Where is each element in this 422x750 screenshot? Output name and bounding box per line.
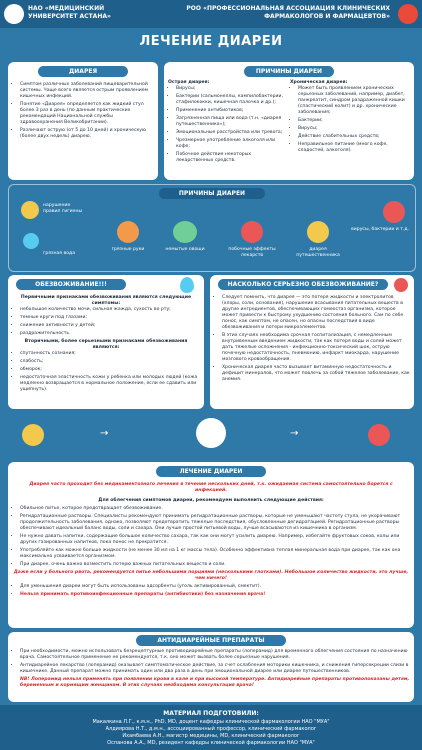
antidiarrheal-text [12,649,410,689]
medicine-icon [368,424,390,446]
diarrhea-heading: ДИАРЕЯ [38,66,128,77]
chronic-item: • Вирусы; [298,126,410,132]
antidiarrheal-warning: NB! Лоперамид нельзя применять при появлении крови в кале и при высокой температуре. Антидиарейные препараты противопоказаны детям, беременным и кормящим женщинам. В этих случаях необходима консультация врача! [20,677,410,688]
chronic-causes [290,80,410,156]
secondary-sign: • обморок; [20,367,200,373]
acute-title: Острая диарея: [168,80,210,85]
treatment-heading: ЛЕЧЕНИЕ ДИАРЕИ [156,466,266,477]
author-line: Макалкина Л.Г., к.м.н., PhD, MD, доцент кафедры клинической фармакологии НАО "МУА" [92,719,330,725]
acute-item: • Бактерии (сальмонеллы, кампилобактерии, стафилококки, кишечная палочка и др.); [176,94,286,106]
causes-icons-heading: ПРИЧИНЫ ДИАРЕИ [159,188,265,199]
primary-signs-title: Первичными признаками обезвоживания являются следующие симптомы: [20,295,192,306]
acute-causes [168,80,286,166]
left-org-name: НАО «МЕДИЦИНСКИЙ УНИВЕРСИТЕТ АСТАНА» [28,5,111,20]
secondary-signs-title: Вторичными, более серьезными признаками обезвоживания являются: [24,339,188,350]
chronic-title: Хроническая диарея: [290,80,348,85]
primary-sign: • снижение активности у детей; [20,323,200,329]
diarrhea-card [8,62,158,180]
author-line: Оспанова А.А., MD, резидент кафедры клинической фармакологии НАО "МУА" [107,740,315,746]
alarm-icon [394,278,408,292]
causes-icon-panel [8,184,416,272]
hygiene-icon [21,201,39,219]
secondary-sign: • спутанность сознания; [20,351,200,357]
sick-person-icon [22,424,44,446]
dehydration-text [12,295,200,395]
cause-caption-travel: диарея путешественника [296,247,340,258]
severity-item: • Хроническая диарея часто вызывает витаминную недостаточность и дефицит минералов, что может повлечь за собой тяжелое заболевание, как анемия. [222,365,410,383]
severity-item: • Следует помнить, что диарея — это потеря жидкости и электролитов (хлоры, соли, основания), нарушение всасывания питательных веществ в другие ингредиентов, обеспечивающих гомеостаз организма, которое может привести к быстрому ухудшению состояния больного. Сам по себе понос, как симптом, не опасен, но опасны последствия в виде обезвоживания и потери микроэлементов. [222,295,410,331]
acute-item: • Вирусы; [176,86,286,92]
medication-icon [241,221,263,243]
cause-caption-hygiene: нарушение правил гигиены [43,203,83,214]
diarrhea-text [12,82,152,142]
vegetables-icon [173,221,197,243]
association-logo-icon [398,4,418,24]
acute-item: • Побочное действие некоторых лекарственных средств. [176,152,286,164]
dehydration-card [8,275,204,409]
treatment-lead: Диарея часто проходит без медикаментозного лечения в течение нескольких дней, т.к. ожидаемая система самостоятельно борется с инфекцией. [29,482,393,493]
antidiarrheal-heading: АНТИДИАРЕЙНЫЕ ПРЕПАРАТЫ [136,635,286,646]
water-drop-icon [180,277,194,293]
illustration-strip [0,412,422,458]
author-line: Ихамбаева А.Н., магистр медицины, MD, клинический фармаколог [122,733,300,739]
severity-card [210,275,414,409]
treatment-item: • Употребляйте как можно больше жидкости (не менее 30 мл на 1 кг массы тела). Особенно эффективна теплая минеральная вода при диарее, так как она максимально усваивается организмом. [20,548,410,560]
dirty-hands-icon [117,221,139,243]
chronic-item: • Бактерии; [298,118,410,124]
cause-caption-water: грязная вода [42,251,76,256]
doctor-icon [196,418,226,448]
footer-caption: МАТЕРИАЛ ПОДГОТОВИЛИ: [163,710,259,717]
chronic-item: • Может быть проявлением хронических серьезных заболеваний, например, диабет, панкреатит, синдром раздраженной кишки (спастический колит) и др. хронические заболевания; [298,86,410,116]
primary-sign: • небольшое количество мочи, сильная жажда, сухость во рту; [20,307,200,313]
arrow-right-icon: → [100,428,109,439]
secondary-sign: • слабость; [20,359,200,365]
cause-caption-hands: грязные руки [111,247,145,252]
chronic-item: • Действие слабительных средств; [298,134,410,140]
antidiarrheal-item: • При необходимости, можно использовать безрецептурные противодиарейные препараты (лоперамид) для временного облегчения состояния по назначению врача. Самостоятельное применение не рекомендуется, т.к. оно может вызвать более серьезные нарушения. [20,649,410,661]
antidiarrheal-item: • Антидиарейное лекарство (лоперамид) оказывает симптоматическое действие, за счет ослабления моторики кишечника, и снижения гиперсекреции слизи в кишечнике. Данный препарат можно принимать один или два раза в день при эмоциональной диарее или диарее путешественников. [20,663,410,675]
secondary-sign: • недостаточная эластичность кожи у ребенка или молодых людей (кожа медленно возвращается в нормальное положение, если ее сдавить или ущипнуть). [20,375,200,393]
page-title: ЛЕЧЕНИЕ ДИАРЕИ [139,34,283,49]
acute-item: • Загрязненная пища или вода (т.н. «диарея путешественника»); [176,116,286,128]
cause-caption-vegetables: немытые овощи [165,247,205,252]
primary-sign: • темные круги под глазами; [20,315,200,321]
diarrhea-item: • Симптом различных заболеваний пищеварительной системы. Чаще всего является острым проявлением кишечных инфекций. [20,82,152,100]
traveler-icon [307,221,329,243]
arrow-right-icon: → [290,428,299,439]
dehydration-heading: ОБЕЗВОЖИВАНИЕ!!! [16,279,126,290]
treatment-item: • Регидратационные растворы. Специалисты рекомендуют принимать регидратационные растворы, которые не уменьшают частоту стула, не укорачивают продолжительность заболевания, однако, позволяют предотвратить тяжелые последствия, обусловленные дегидратацией. Регидратационные растворы обеспечивают идеальный баланс воды, соли и сахара. Они лучше простой питьевой воды, лучше всасываются из кишечника в организм. [20,514,410,532]
severity-heading: НАСКОЛЬКО СЕРЬЕЗНО ОБЕЗВОЖИВАНИЕ? [218,279,388,290]
cause-caption-medication: побочные эффекты лекарств [228,247,276,258]
virus-icon [383,201,405,223]
right-org-name: РОО «ПРОФЕССИОНАЛЬНАЯ АССОЦИАЦИЯ КЛИНИЧЕСКИХ ФАРМАКОЛОГОВ И ФАРМАЦЕВТОВ» [186,5,390,20]
primary-sign: • раздражительность. [20,331,200,337]
diarrhea-item: • Различают острую (от 5 до 10 дней) и хроническую (более двух недель) диарею. [20,128,152,140]
header-bar [0,0,422,28]
treatment-list [12,506,410,600]
severity-item: • В этих случаях необходима срочная госпитализация, с немедленным внутривенным введением жидкости, так как потеря воды и солей может дать тяжелые осложнения - инфекционно-токсический шок, острую почечную недостаточность, пневмонию, инфаркт миокарда, нарушение мозгового кровообращения. [222,333,410,363]
causes-card [164,62,414,180]
treatment-item: • Для уменьшения диареи могут быть использованы адсорбенты (уголь активированный, смектит). [20,584,410,590]
author-line: Алдиярова Н.Т., д.м.н., ассоциированный профессор, клинический фармаколог [105,726,317,732]
treatment-intro: Для облегчения симптомов диареи, рекомендуем выполнить следующие действия: [98,498,324,503]
dirty-water-icon [23,233,39,249]
diarrhea-item: • Понятие «Диарея» определяется как жидкий стул более 3 раз в день (по данным практических рекомендаций Национальной службы здравоохранения Великобритании). [20,102,152,126]
severity-text [214,295,410,385]
acute-item: • Эмоциональные расстройства или тревога; [176,130,286,136]
treatment-note: Даже если у больного рвота, рекомендуется питье небольшими порциями (несколькими глотками). Небольшое количество жидкости, это лучше, чем ничего! [13,570,409,581]
treatment-item: • При диарее, очень важно возместить потерю важных питательных веществ и соли. [20,562,410,568]
university-logo-icon [4,4,24,24]
chronic-item: • Неправильное питание (много кофе, сладостей, алкоголя). [298,142,410,154]
treatment-warning: • Нельзя принимать противоинфекционные препараты (антибиотики) без назначения врача! [20,592,410,598]
acute-item: • Чрезмерное употребление алкоголя или кофе; [176,138,286,150]
acute-item: • Применение антибиотиков; [176,108,286,114]
treatment-card [8,462,414,628]
antidiarrheal-card [8,632,414,702]
treatment-item: • Обильное питье, которое предотвращает обезвоживание. [20,506,410,512]
footer [0,705,422,750]
causes-heading: ПРИЧИНЫ ДИАРЕИ [244,66,334,77]
treatment-item: • Не нужно давать напитки, содержащие большое количество сахара, так как они могут усилить диарею. Например, избегайте фруктовых соков, колы или других газированных напитков, пока понос не прекратится. [20,534,410,546]
cause-caption-virus: вирусы, бактерии и т.д. [351,227,409,232]
